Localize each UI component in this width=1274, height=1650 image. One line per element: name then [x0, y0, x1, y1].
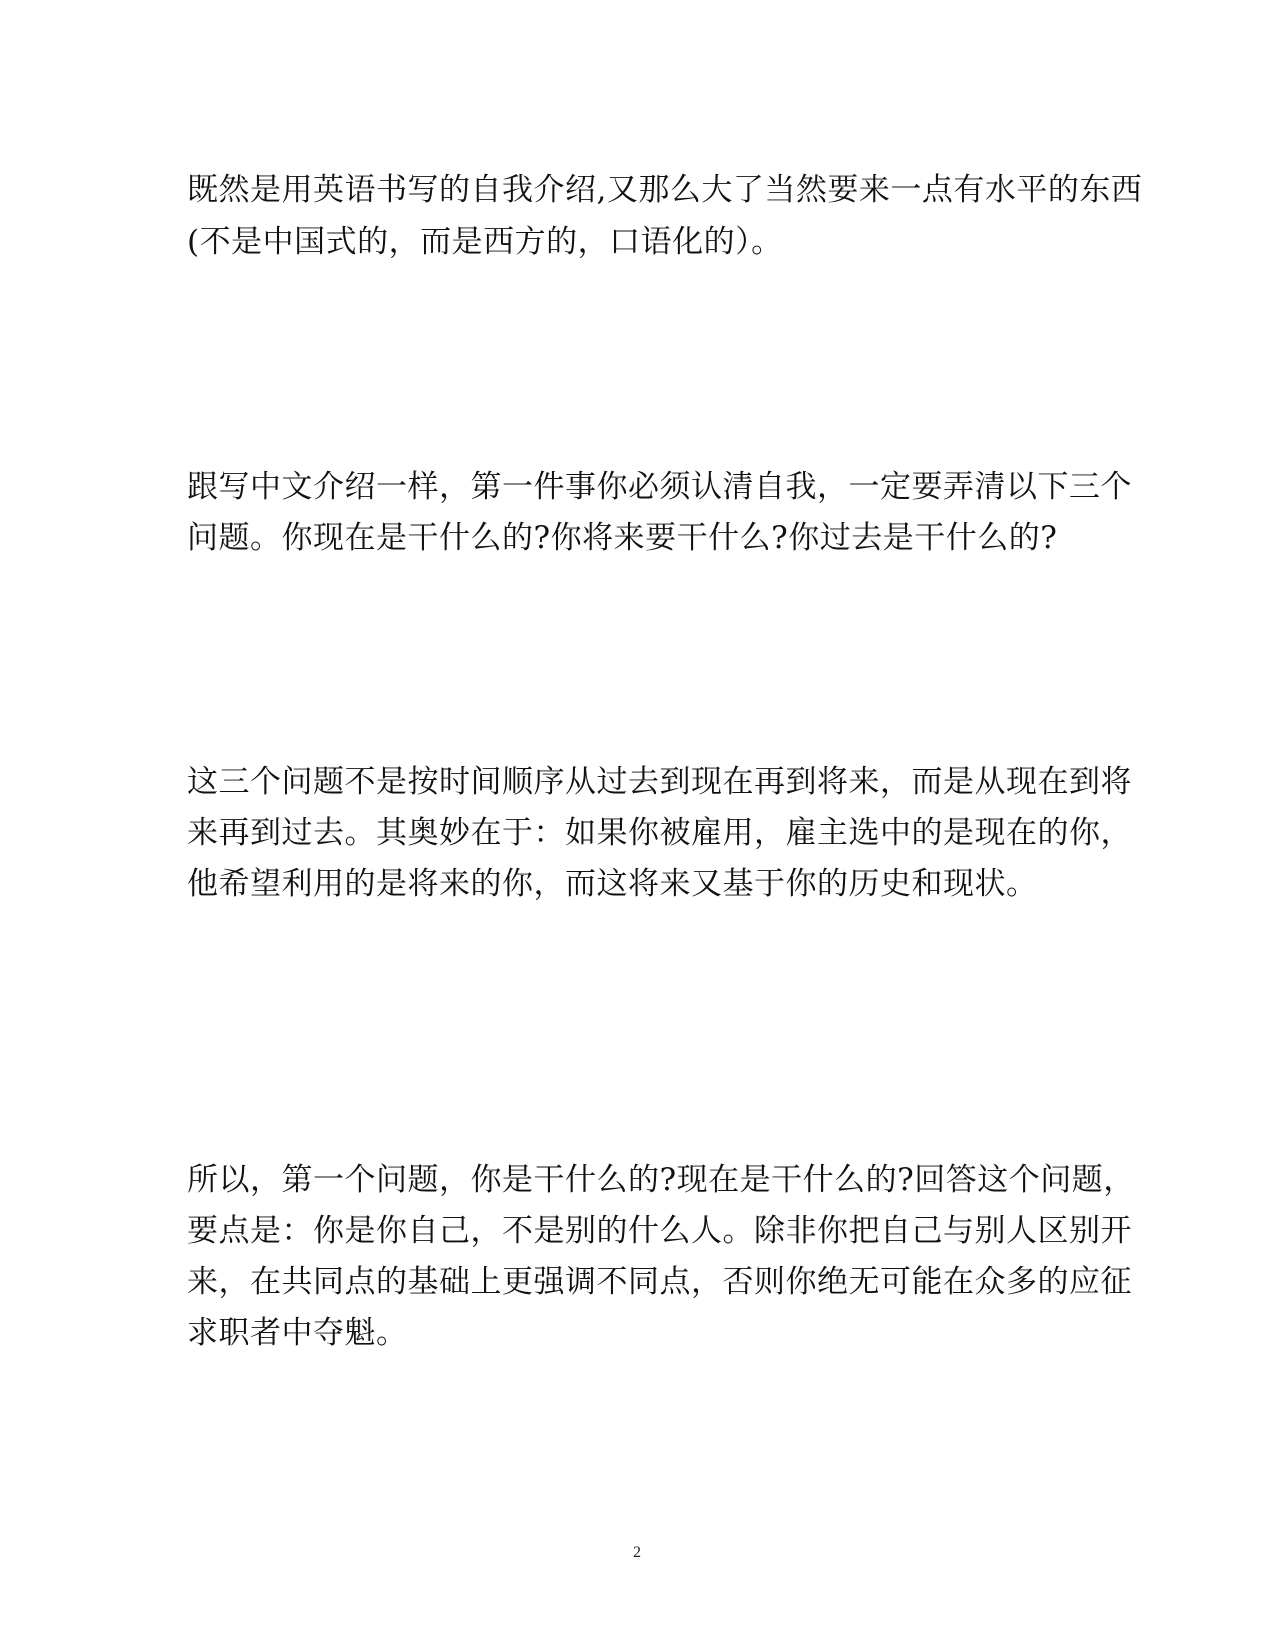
paragraph-line: 来，在共同点的基础上更强调不同点，否则你绝无可能在众多的应征 [187, 1264, 1132, 1300]
paragraph-line: 所以，第一个问题，你是干什么的?现在是干什么的?回答这个问题， [187, 1162, 1135, 1198]
page-number: 2 [633, 1544, 641, 1561]
paragraph-line: 他希望利用的是将来的你，而这将来又基于你的历史和现状。 [187, 866, 1038, 902]
paragraph-line: (不是中国式的，而是西方的，口语化的）。 [187, 224, 783, 260]
paragraph-line: 来再到过去。其奥妙在于：如果你被雇用，雇主选中的是现在的你， [187, 815, 1132, 851]
paragraph-line: 求职者中夺魁。 [187, 1315, 408, 1351]
paragraph-line: 要点是：你是你自己，不是别的什么人。除非你把自己与别人区别开 [187, 1213, 1132, 1249]
paragraph-line: 问题。你现在是干什么的?你将来要干什么?你过去是干什么的? [187, 520, 1058, 556]
paragraph-line: 这三个问题不是按时间顺序从过去到现在再到将来，而是从现在到将 [187, 764, 1132, 800]
paragraph-line: 跟写中文介绍一样，第一件事你必须认清自我，一定要弄清以下三个 [187, 469, 1132, 505]
paragraph-line: 既然是用英语书写的自我介绍,又那么大了当然要来一点有水平的东西 [187, 172, 1143, 208]
